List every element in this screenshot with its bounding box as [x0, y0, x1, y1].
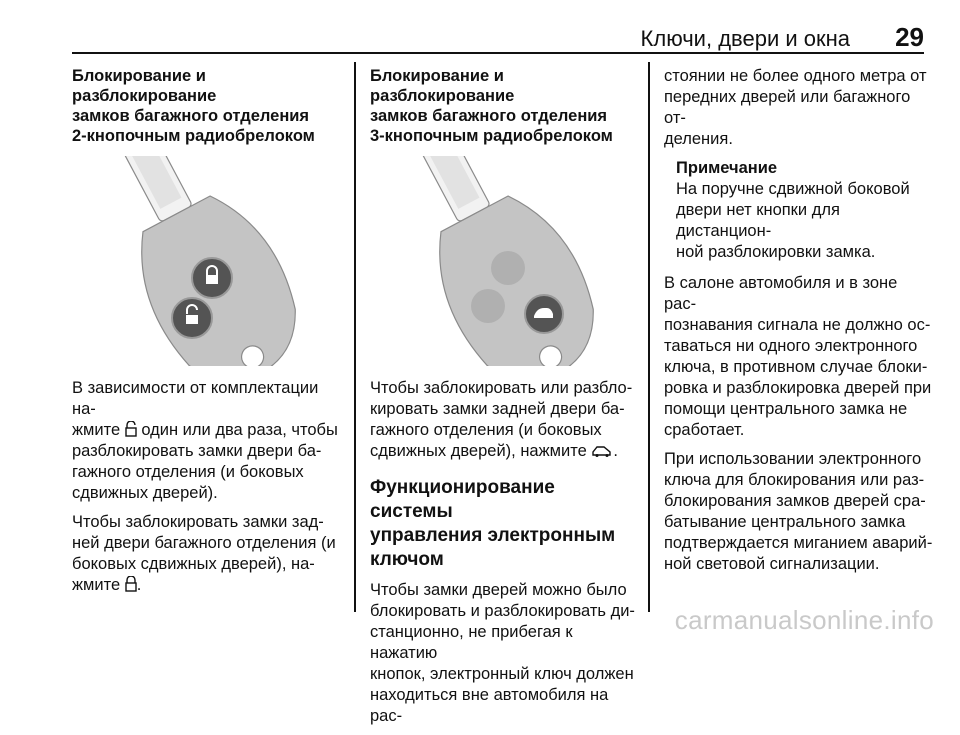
paragraph-unlock-instructions: В зависимости от комплектации на- жмите один или два раза, чтобы разблокировать замки двери ба- гажного отделения (и боковых сдвижных дверей).	[72, 379, 338, 502]
paragraph-distance-continued: стоянии не более одного метра от передних дверей или багажного от- деления.	[664, 67, 927, 148]
three-button-key-fob-illustration	[370, 156, 636, 366]
note-block	[676, 158, 934, 263]
paragraph-electronic-key: Чтобы замки дверей можно было блокировать и разблокировать ди- станционно, не прибегая к нажатию кнопок, электронный ключ должен находиться вне автомобиля на рас-	[370, 581, 635, 725]
two-button-key-fob-illustration	[72, 156, 338, 366]
column-1	[72, 66, 344, 604]
tailgate-car-icon	[591, 444, 613, 458]
paragraph-key-in-cabin: В салоне автомобиля и в зоне рас- познавания сигнала не должно ос- таваться ни одного электронного ключа, в противном случае блоки- ровка и разблокировка дверей при помощи центрального замка не сработает.	[664, 274, 932, 439]
watermark: carmanualsonline.info	[674, 605, 934, 635]
unlock-tailgate-icon	[125, 421, 137, 437]
paragraph-hazard-confirmation: При использовании электронного ключа для блокирования или раз- блокирования замков дверей сра- батывание центрального замка подтверждается миганием аварий- ной световой сигнализации.	[664, 450, 933, 573]
section-heading-2-button: Блокирование и разблокирование замков багажного отделения 2-кнопочным радиобрелоком	[72, 67, 315, 145]
note-body: На поручне сдвижной боковой двери нет кнопки для дистанцион- ной разблокировки замка.	[676, 180, 910, 261]
paragraph-3-button-instructions: Чтобы заблокировать или разбло- кировать замки задней двери ба- гажного отделения (и боковых сдвижных дверей), нажмите .	[370, 379, 633, 460]
header-rule	[72, 52, 924, 54]
note-title: Примечание	[676, 159, 778, 177]
page-number: 29	[895, 22, 924, 52]
lock-tailgate-icon	[125, 576, 137, 592]
column-3	[664, 66, 934, 583]
column-2	[370, 66, 640, 735]
section-heading-electronic-key: Функционирование системы управления электронным ключом	[370, 477, 616, 570]
page-header-title: Ключи, двери и окна	[640, 26, 850, 51]
section-heading-3-button: Блокирование и разблокирование замков багажного отделения 3-кнопочным радиобрелоком	[370, 67, 613, 145]
column-divider-1	[354, 62, 356, 612]
paragraph-lock-instructions: Чтобы заблокировать замки зад- ней двери багажного отделения (и боковых сдвижных дверей), на- жмите .	[72, 513, 336, 594]
column-divider-2	[648, 62, 650, 612]
